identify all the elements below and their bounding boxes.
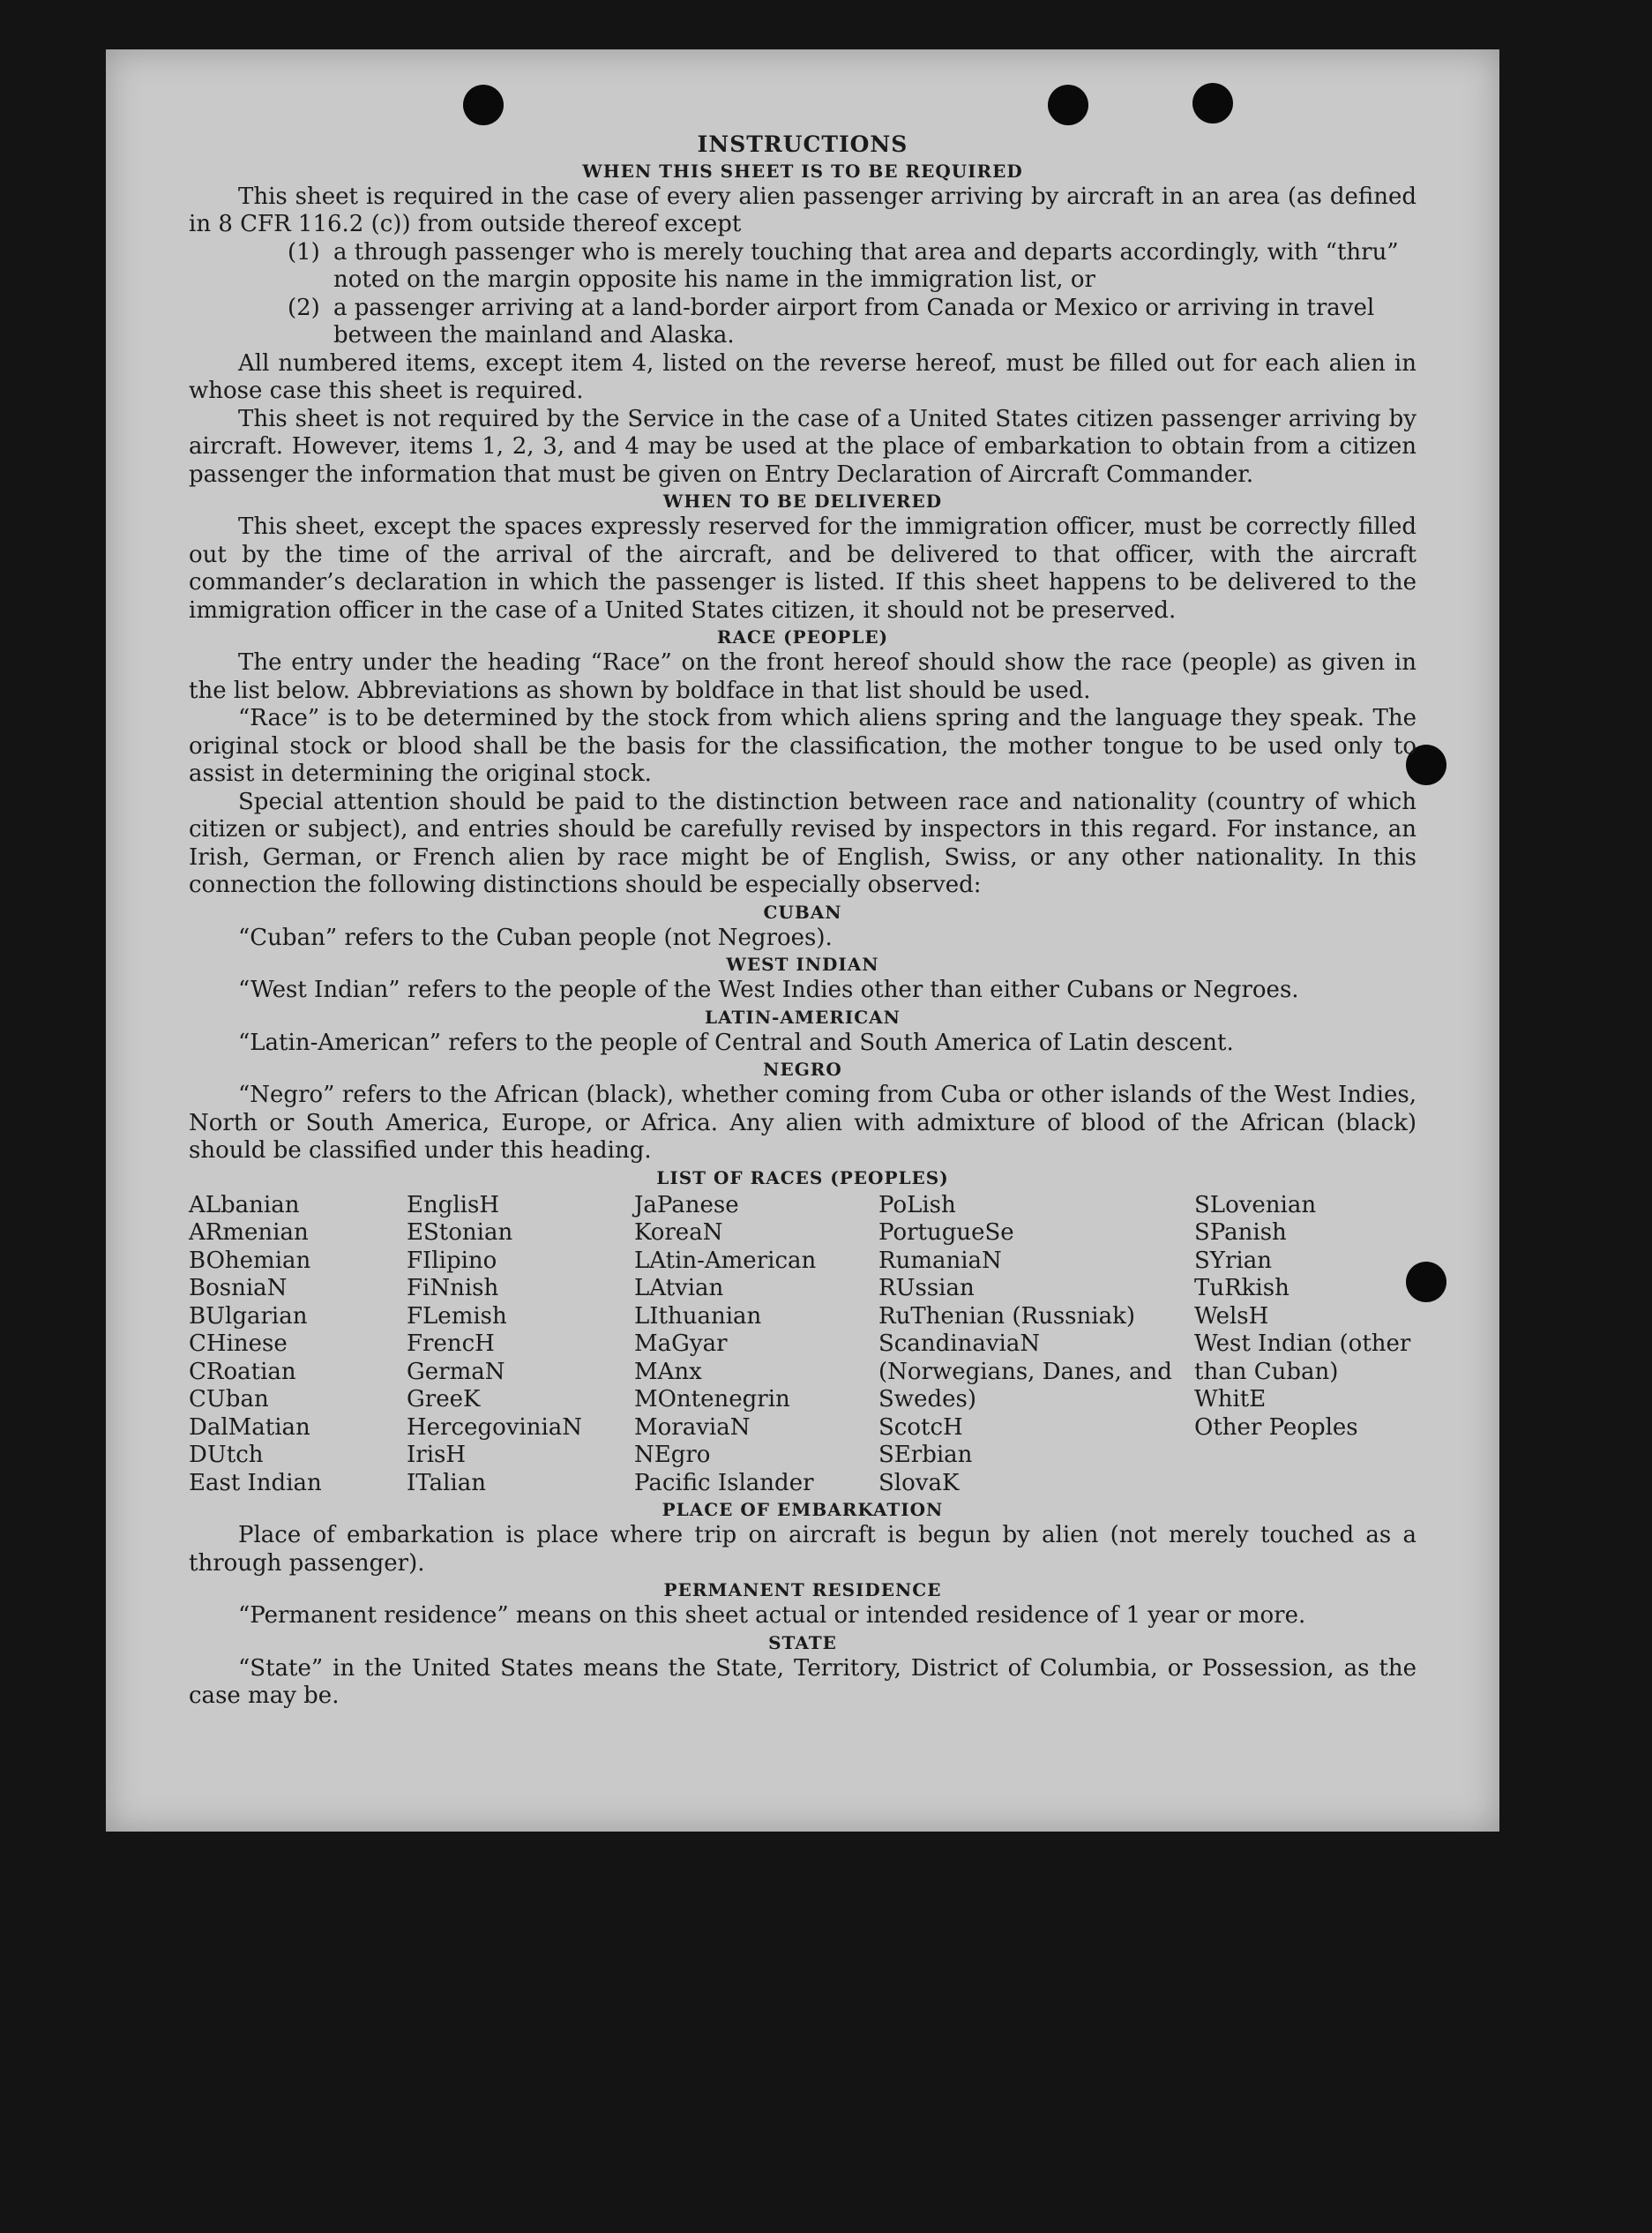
race-entry: IrisH (407, 1442, 467, 1468)
race-entry: RumaniaN (878, 1247, 1002, 1274)
race-entry: WhitE (1194, 1386, 1267, 1412)
exception-item (288, 295, 1417, 350)
race-entry: CRoatian (189, 1358, 296, 1385)
races-column (407, 1192, 634, 1498)
punch-hole (1048, 85, 1088, 125)
section-heading-cuban: CUBAN (763, 901, 842, 923)
race-entry: EnglisH (407, 1191, 500, 1218)
item-text: a passenger arriving at a land-border airport from Canada or Mexico or arriving in travel between the mainland and Alaska. (333, 294, 1375, 348)
item-text: a through passenger who is merely touching that area and departs accordingly, with “thru” noted on the margin opposite his name in the immigration list, or (333, 238, 1399, 293)
race-entry: EStonian (407, 1219, 513, 1246)
race-entry: BUlgarian (189, 1302, 308, 1330)
page-title: INSTRUCTIONS (697, 131, 908, 157)
races-column (189, 1192, 407, 1498)
race-entry: DalMatian (189, 1413, 310, 1441)
race-entry: Other Peoples (1194, 1413, 1358, 1441)
paragraph: All numbered items, except item 4, listed on the reverse hereof, must be filled out for each alien in whose case this sheet is required. (189, 349, 1417, 404)
paragraph: “Race” is to be determined by the stock from which aliens spring and the language they speak. The original stock or blood shall be the basis for the classification, the mother tongue to be used only to assist in determining the original stock. (189, 705, 1417, 787)
paragraph: “State” in the United States means the State, Territory, District of Columbia, or Possession, as the case may be. (189, 1654, 1417, 1709)
race-entry: ALbanian (189, 1191, 300, 1218)
race-entry: FrencH (407, 1330, 495, 1357)
race-entry: MoraviaN (634, 1413, 751, 1441)
section-heading-state: STATE (768, 1631, 837, 1653)
item-number: (1) (288, 238, 320, 266)
section-heading-when-delivered: WHEN TO BE DELIVERED (662, 491, 943, 512)
race-entry: GermaN (407, 1358, 505, 1385)
section-heading-race: RACE (PEOPLE) (716, 626, 889, 648)
section-heading-latin-american: LATIN-AMERICAN (705, 1006, 901, 1028)
race-entry: NEgro (634, 1442, 711, 1468)
race-entry: East Indian (189, 1469, 322, 1496)
races-column (1194, 1192, 1417, 1498)
paragraph: This sheet is required in the case of every alien passenger arriving by aircraft in an area (as defined in 8 CFR 116.2 (c)) from outside thereof except (189, 183, 1417, 237)
paragraph: “Permanent residence” means on this sheet actual or intended residence of 1 year or more. (238, 1602, 1306, 1629)
punch-hole (1192, 83, 1233, 124)
paragraph: “West Indian” refers to the people of the West Indies other than either Cubans or Negroes. (238, 977, 1299, 1003)
section-heading-negro: NEGRO (763, 1059, 842, 1080)
exception-item (288, 239, 1417, 295)
section-heading-embarkation: PLACE OF EMBARKATION (662, 1499, 944, 1520)
race-entry: Pacific Islander (634, 1469, 814, 1496)
race-entry: SErbian (878, 1442, 973, 1468)
race-entry: ScandinaviaN (Norwegians, Danes, and Swedes) (878, 1330, 1172, 1412)
race-entry: MAnx (634, 1358, 702, 1385)
section-heading-races: LIST OF RACES (PEOPLES) (656, 1166, 949, 1188)
race-entry: LAtvian (634, 1275, 724, 1301)
paragraph: “Cuban” refers to the Cuban people (not Negroes). (238, 924, 833, 951)
paragraph: This sheet is not required by the Service in the case of a United States citizen passenger arriving by aircraft. However, items 1, 2, 3, and 4 may be used at the place of embarkation to obtain from a citizen passenger the information that must be given on Entry Declaration of Aircraft Commander. (189, 405, 1417, 488)
section-heading-residence: PERMANENT RESIDENCE (663, 1579, 942, 1600)
paragraph: “Latin-American” refers to the people of Central and South America of Latin descent. (238, 1029, 1234, 1056)
paragraph: Place of embarkation is place where trip on aircraft is begun by alien (not merely touched as a through passenger). (189, 1522, 1417, 1577)
race-entry: GreeK (407, 1386, 481, 1412)
race-entry: TuRkish (1194, 1275, 1289, 1301)
paragraph: This sheet, except the spaces expressly reserved for the immigration officer, must be correctly filled out by the time of the arrival of the aircraft, and be delivered to that officer, with the aircraft commander’s declaration in which the passenger is listed. If this sheet happens to be delivered to the immigration officer in the case of a United States citizen, it should not be preserved. (189, 513, 1417, 624)
races-column (634, 1192, 878, 1498)
race-entry: SPanish (1194, 1219, 1287, 1246)
race-entry: SlovaK (878, 1469, 960, 1496)
race-entry: CHinese (189, 1330, 288, 1357)
race-entry: ScotcH (878, 1413, 963, 1441)
race-entry: SLovenian (1194, 1191, 1317, 1218)
item-number: (2) (288, 294, 320, 321)
race-entry: BOhemian (189, 1247, 311, 1274)
paragraph: “Negro” refers to the African (black), whether coming from Cuba or other islands of the West Indies, North or South America, Europe, or Africa. Any alien with admixture of blood of the African (black) should be classified under this heading. (189, 1082, 1417, 1164)
race-entry: LAtin-American (634, 1247, 817, 1274)
race-entry: West Indian (other than Cuban) (1194, 1330, 1411, 1385)
race-entry: ITalian (407, 1469, 486, 1496)
section-heading-when-required: WHEN THIS SHEET IS TO BE REQUIRED (582, 160, 1023, 182)
race-entry: KoreaN (634, 1219, 723, 1246)
race-entry: SYrian (1194, 1247, 1272, 1274)
race-entry: RUssian (878, 1275, 975, 1301)
race-entry: FIlipino (407, 1247, 497, 1274)
punch-hole (463, 85, 504, 125)
instructions-body (189, 131, 1417, 1711)
race-entry: ARmenian (189, 1219, 309, 1246)
race-entry: WelsH (1194, 1302, 1269, 1330)
race-entry: LIthuanian (634, 1302, 762, 1330)
race-entry: DUtch (189, 1442, 264, 1468)
race-entry: PortugueSe (878, 1219, 1014, 1246)
race-entry: PoLish (878, 1191, 956, 1218)
race-entry: HercegoviniaN (407, 1413, 583, 1441)
race-entry: FiNnish (407, 1275, 499, 1301)
race-entry: MaGyar (634, 1330, 728, 1357)
race-entry: RuThenian (Russniak) (878, 1302, 1135, 1330)
race-entry: MOntenegrin (634, 1386, 790, 1412)
section-heading-west-indian: WEST INDIAN (726, 954, 879, 975)
race-entry: FLemish (407, 1302, 507, 1330)
race-entry: CUban (189, 1386, 269, 1412)
races-column (878, 1192, 1194, 1498)
races-table (189, 1192, 1417, 1498)
paragraph: Special attention should be paid to the distinction between race and nationality (country of which citizen or subject), and entries should be carefully revised by inspectors in this regard. For instance, an Irish, German, or French alien by race might be of English, Swiss, or any other nationality. In this connection the following distinctions should be especially observed: (189, 788, 1417, 898)
race-entry: BosniaN (189, 1275, 288, 1301)
document-sheet (106, 49, 1499, 1832)
paragraph: The entry under the heading “Race” on the front hereof should show the race (people) as given in the list below. Abbreviations as shown by boldface in that list should be used. (189, 649, 1417, 704)
race-entry: JaPanese (634, 1191, 739, 1218)
